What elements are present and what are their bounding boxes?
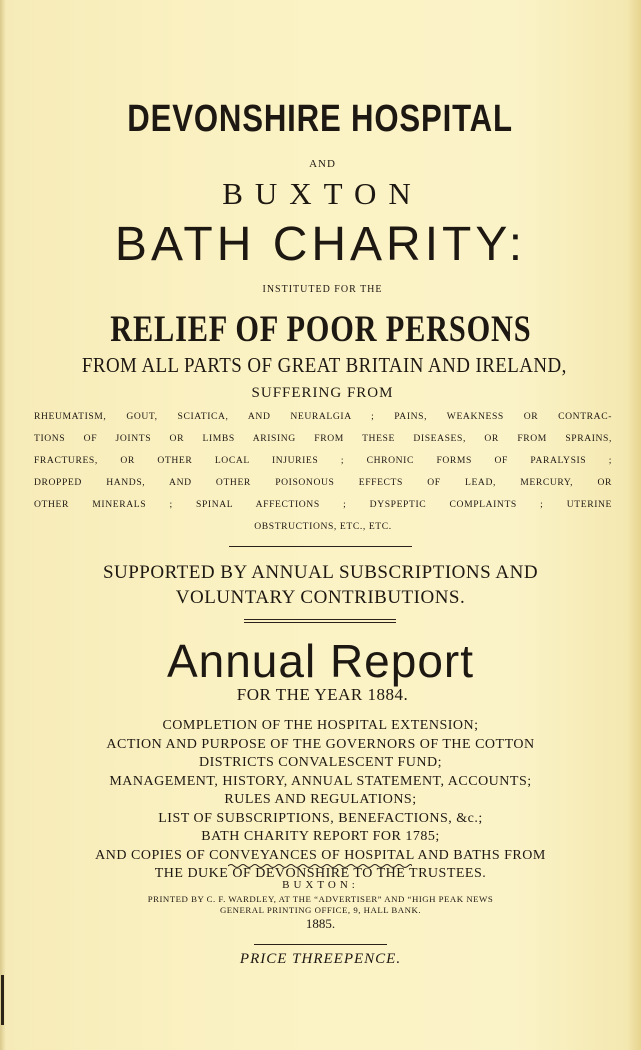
supported-by-heading [0, 560, 641, 610]
contents-line: AND COPIES OF CONVEYANCES OF HOSPITAL AND BATHS FROM [95, 847, 546, 863]
supported-line: SUPPORTED BY ANNUAL SUBSCRIPTIONS AND [102, 562, 539, 583]
price-line: PRICE THREEPENCE. [239, 951, 402, 967]
ailments-line: RHEUMATISM, GOUT, SCIATICA, AND NEURALGIA ; PAINS, WEAKNESS OR CONTRAC- [34, 411, 612, 422]
ailments-line: OTHER MINERALS ; SPINAL AFFECTIONS ; DYSPEPTIC COMPLAINTS ; UTERINE [34, 499, 612, 510]
contents-line: LIST OF SUBSCRIPTIONS, BENEFACTIONS, &c.; [158, 810, 483, 826]
charity-heading: BATH CHARITY: [114, 218, 527, 271]
imprint-place: BUXTON: [282, 879, 359, 891]
printer-line: GENERAL PRINTING OFFICE, 9, HALL BANK. [219, 905, 422, 915]
ailments-line: TIONS OF JOINTS OR LIMBS ARISING FROM THESE DISEASES, OR FROM SPRAINS, [34, 433, 612, 444]
from-all-parts-line: FROM ALL PARTS OF GREAT BRITAIN AND IRELAND, [82, 353, 567, 377]
contents-line: COMPLETION OF THE HOSPITAL EXTENSION; [162, 718, 479, 733]
place-name: BUXTON [222, 176, 423, 211]
ailments-line: FRACTURES, OR OTHER LOCAL INJURIES ; CHRONIC FORMS OF PARALYSIS ; [34, 455, 612, 466]
supported-line: VOLUNTARY CONTRIBUTIONS. [175, 587, 466, 608]
divider-rule [244, 619, 396, 620]
contents-list [0, 717, 641, 884]
wavy-ornament [228, 862, 412, 870]
imprint-year: 1885. [305, 916, 336, 931]
ailments-line: OBSTRUCTIONS, ETC., ETC. [254, 521, 392, 532]
ailments-paragraph [34, 406, 612, 538]
annual-report-title: Annual Report [166, 635, 475, 687]
contents-line: MANAGEMENT, HISTORY, ANNUAL STATEMENT, ACCOUNTS; [109, 773, 532, 789]
page-edge-mark [1, 975, 4, 1025]
divider-rule [229, 546, 412, 547]
relief-heading: RELIEF OF POOR PERSONS [109, 309, 532, 350]
contents-line: RULES AND REGULATIONS; [224, 792, 417, 807]
and-connector: AND [309, 158, 336, 170]
printer-line: PRINTED BY C. F. WARDLEY, AT THE “ADVERTISER” AND “HIGH PEAK NEWS [147, 894, 494, 904]
contents-line: THE DUKE OF DEVONSHIRE TO THE TRUSTEES. [154, 866, 487, 881]
divider-rule [244, 622, 396, 623]
suffering-from-line: SUFFERING FROM [251, 385, 394, 401]
report-year-line: FOR THE YEAR 1884. [236, 685, 409, 704]
contents-line: ACTION AND PURPOSE OF THE GOVERNORS OF THE COTTON [106, 736, 535, 752]
contents-line: DISTRICTS CONVALESCENT FUND; [199, 755, 442, 770]
hospital-title: DEVONSHIRE HOSPITAL [127, 98, 514, 140]
contents-line: BATH CHARITY REPORT FOR 1785; [201, 829, 440, 844]
divider-rule [254, 944, 387, 945]
instituted-line: INSTITUTED FOR THE [262, 284, 383, 295]
printer-imprint [0, 894, 641, 916]
ailments-line: DROPPED HANDS, AND OTHER POISONOUS EFFECTS OF LEAD, MERCURY, OR [34, 477, 612, 488]
